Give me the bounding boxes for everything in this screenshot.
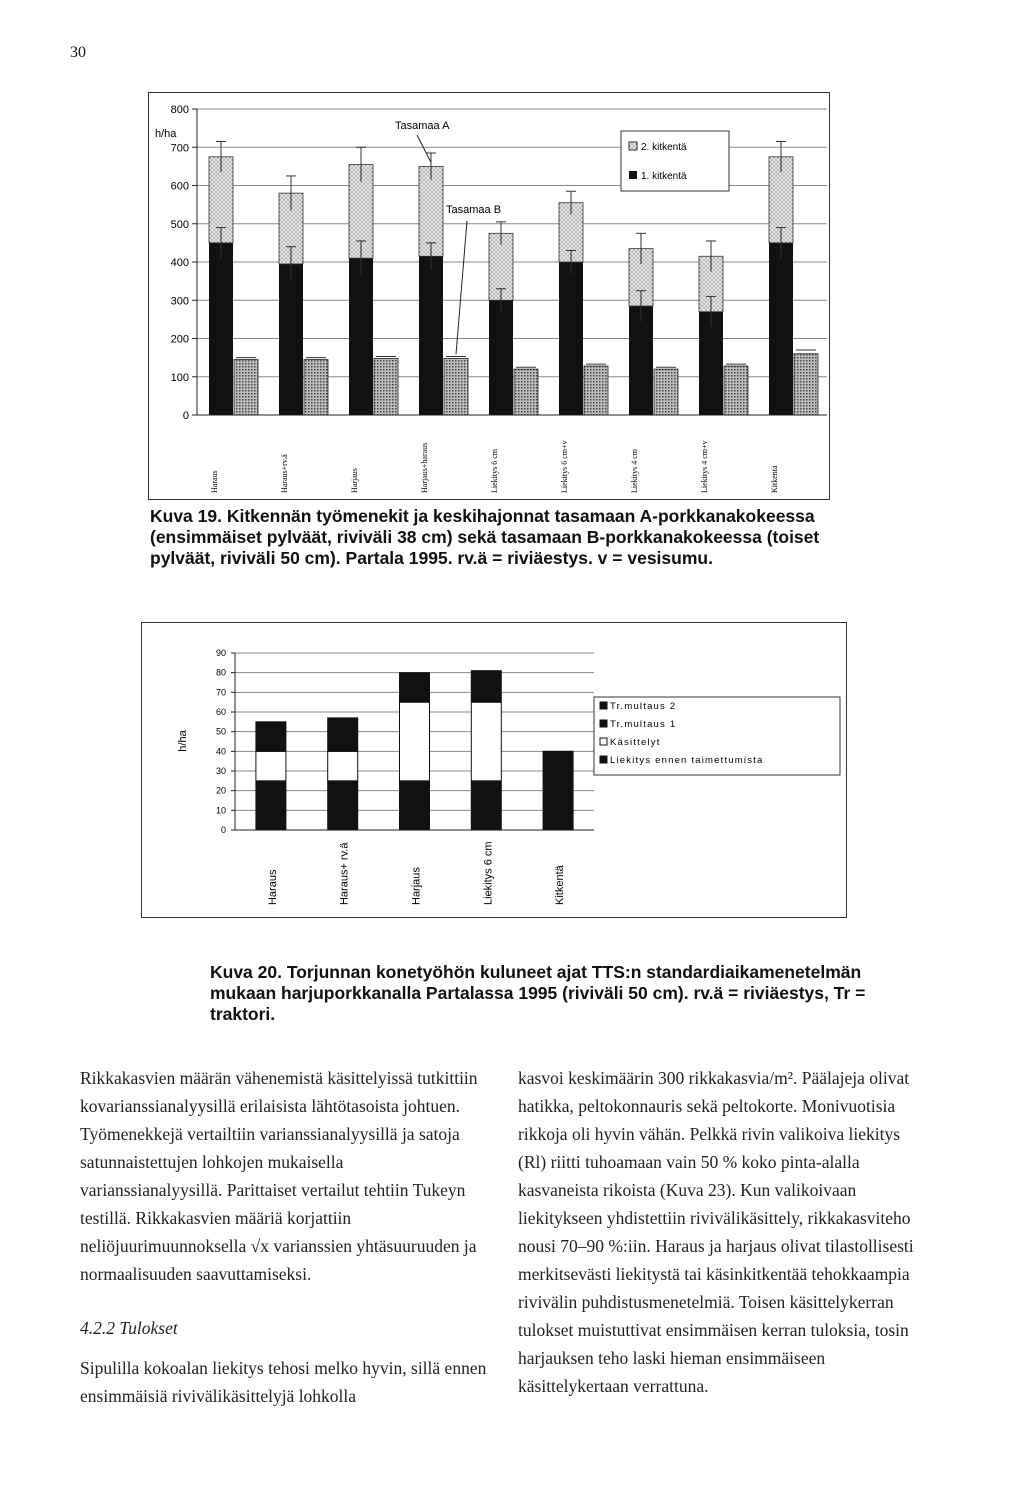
bar-b-kitkenta-1 xyxy=(794,354,818,415)
y-tick-label: 700 xyxy=(170,142,189,155)
x-tick-label: Haraus xyxy=(210,470,219,493)
bar-b-kitkenta-1 xyxy=(234,360,258,415)
x-tick-label: Kitkentä xyxy=(770,465,779,493)
legend-swatch xyxy=(600,756,607,763)
legend-swatch xyxy=(600,738,607,745)
bar-segment-1 xyxy=(328,781,358,830)
figure-19-caption: Kuva 19. Kitkennän työmenekit ja keskihajonnat tasamaan A-porkkanakokeessa (ensimmäiset pylväät, riviväli 38 cm) sekä tasamaan B-porkkanakokeessa (toiset pylväät, riviväli 50 cm). Partala 1995. rv.ä = riviäestys. v = vesisumu. xyxy=(150,506,820,568)
bar-segment-4 xyxy=(471,671,501,702)
y-tick-label: 400 xyxy=(170,257,189,269)
annotation-tasamaa-b: Tasamaa B xyxy=(446,204,502,216)
legend-label: Tr.multaus 2 xyxy=(610,701,677,712)
y-tick-label: 500 xyxy=(170,218,189,231)
bar-segment-1 xyxy=(256,781,286,830)
legend-label: Liekitys ennen taimettumista xyxy=(610,755,764,766)
bar-a-kitkenta-1 xyxy=(699,312,723,415)
y-axis-label: h/ha xyxy=(177,730,189,752)
bar-segment-3 xyxy=(256,722,286,752)
bar-segment-2 xyxy=(256,751,286,781)
bar-segment-3 xyxy=(328,718,358,751)
legend-swatch xyxy=(600,702,607,709)
page-number: 30 xyxy=(70,44,86,61)
x-tick-label: Harjaus xyxy=(410,867,423,905)
figure-19-chart xyxy=(148,92,830,500)
y-tick-label: 0 xyxy=(182,410,189,422)
x-tick-label: Haraus xyxy=(266,869,279,905)
bar-a-kitkenta-1 xyxy=(769,243,793,415)
bar-a-kitkenta-1 xyxy=(629,306,653,415)
bar-a-kitkenta-1 xyxy=(349,258,373,415)
bar-segment-2 xyxy=(471,702,501,781)
y-tick-label: 80 xyxy=(215,667,226,678)
bar-b-kitkenta-1 xyxy=(304,360,328,415)
x-tick-label: Haraus+rv.ä xyxy=(280,454,289,493)
legend-label-1: 1. kitkentä xyxy=(641,171,687,182)
annotation-tasamaa-a: Tasamaa A xyxy=(395,120,450,132)
y-tick-label: 300 xyxy=(170,295,189,308)
annotation-arrow-b xyxy=(456,221,467,354)
y-tick-label: 600 xyxy=(170,180,189,193)
text-column-left xyxy=(80,1064,490,1436)
bar-segment-1 xyxy=(543,751,573,830)
bar-b-kitkenta-1 xyxy=(584,366,608,415)
legend-label: Käsittelyt xyxy=(610,737,661,748)
bar-a-kitkenta-1 xyxy=(419,256,443,415)
x-tick-label: Kitkentä xyxy=(554,865,567,905)
y-tick-label: 40 xyxy=(215,746,226,757)
y-tick-label: 0 xyxy=(220,825,226,835)
paragraph-results-cont: kasvoi keskimäärin 300 rikkakasvia/m². Päälajeja olivat hatikka, peltokonnauris sekä peltokorte. Monivuotisia rikkoja oli hyvin vähän. Pelkkä rivin valikoiva liekitys (Rl) riitti tuhoamaan vain 50 % koko pinta-alalla kasvaneista rikoista (Kuva 23). Kun valikoivaan liekitykseen yhdistettiin rivivälikäsittely, rikkakasviteho nousi 70–90 %:iin. Haraus ja harjaus olivat tilastollisesti merkitsevästi liekitystä tai käsinkitkentää tehokkaampia rivivälin puhdistusmenetelmiä. Toisen käsittelykerran tulokset muistuttivat ensimmäisen kerran tuloksia, tosin harjauksen teho laski hieman ensimmäiseen käsittelykertaan verrattuna. xyxy=(518,1068,914,1396)
legend-box xyxy=(621,131,729,191)
y-axis-label: h/ha xyxy=(155,128,177,140)
section-heading: 4.2.2 Tulokset xyxy=(80,1318,178,1338)
x-tick-label: Harjaus xyxy=(350,468,359,493)
legend-label: Tr.multaus 1 xyxy=(610,719,677,730)
x-tick-label: Liekitys 6 cm+v xyxy=(560,440,569,493)
bar-b-kitkenta-1 xyxy=(514,369,538,415)
figure-20-chart xyxy=(141,622,847,918)
x-tick-label: Harjaus+haraus xyxy=(420,442,429,493)
bar-b-kitkenta-1 xyxy=(724,366,748,415)
legend-swatch-2 xyxy=(629,142,637,150)
text-column-right xyxy=(518,1064,928,1426)
y-tick-label: 200 xyxy=(170,333,189,346)
legend-swatch-1 xyxy=(629,171,637,179)
y-tick-label: 100 xyxy=(170,371,189,384)
paragraph-results-start: Sipulilla kokoalan liekitys tehosi melko hyvin, sillä ennen ensimmäisiä rivivälikäsittelyjä lohkolla xyxy=(80,1358,487,1406)
y-tick-label: 800 xyxy=(170,104,189,116)
x-tick-label: Liekitys 6 cm xyxy=(482,841,495,905)
paragraph-methods: Rikkakasvien määrän vähenemistä käsittelyissä tutkittiin kovarianssianalyysillä erilaisista lähtötasoista johtuen. Työmenekkejä vertailtiin varianssianalyysillä ja satoja satunnaistettujen lohkojen mukaisella varianssianalyysillä. Parittaiset vertailut tehtiin Tukeyn testillä. Rikkakasvien määriä korjattiin neliöjuurimuunnoksella √x varianssien yhtäsuuruuden ja normaalisuuden saavuttamiseksi. xyxy=(80,1068,478,1284)
y-tick-label: 30 xyxy=(215,766,226,776)
bar-a-kitkenta-1 xyxy=(559,262,583,415)
x-tick-label: Liekitys 4 cm+v xyxy=(700,440,709,493)
y-tick-label: 20 xyxy=(215,785,226,796)
y-tick-label: 60 xyxy=(215,707,226,717)
bar-segment-1 xyxy=(471,781,501,830)
bar-b-kitkenta-1 xyxy=(444,358,468,415)
bar-segment-4 xyxy=(400,673,430,703)
bar-a-kitkenta-1 xyxy=(209,243,233,415)
x-tick-label: Haraus+ rv.ä xyxy=(338,842,351,905)
figure-19-svg xyxy=(149,93,829,499)
figure-20-caption: Kuva 20. Torjunnan konetyöhön kuluneet ajat TTS:n standardiaikamenetelmän mukaan harjuporkkanalla Partalassa 1995 (riviväli 50 cm). rv.ä = riviäestys, Tr = traktori. xyxy=(210,962,866,1024)
bar-segment-2 xyxy=(328,751,358,781)
bar-segment-1 xyxy=(400,781,430,830)
annotation-arrow-a xyxy=(417,135,431,162)
x-tick-label: Liekitys 4 cm xyxy=(630,449,639,493)
figure-20-svg xyxy=(142,623,846,917)
bar-segment-2 xyxy=(400,702,430,781)
legend-swatch xyxy=(600,720,607,727)
bar-a-kitkenta-1 xyxy=(489,300,513,415)
bar-b-kitkenta-1 xyxy=(654,369,678,415)
bar-a-kitkenta-1 xyxy=(279,264,303,415)
bar-b-kitkenta-1 xyxy=(374,358,398,415)
legend-label-2: 2. kitkentä xyxy=(641,142,687,153)
x-tick-label: Liekitys 6 cm xyxy=(490,449,499,493)
y-tick-label: 70 xyxy=(215,687,226,698)
y-tick-label: 90 xyxy=(215,648,226,658)
y-tick-label: 10 xyxy=(215,805,226,816)
y-tick-label: 50 xyxy=(215,726,226,737)
